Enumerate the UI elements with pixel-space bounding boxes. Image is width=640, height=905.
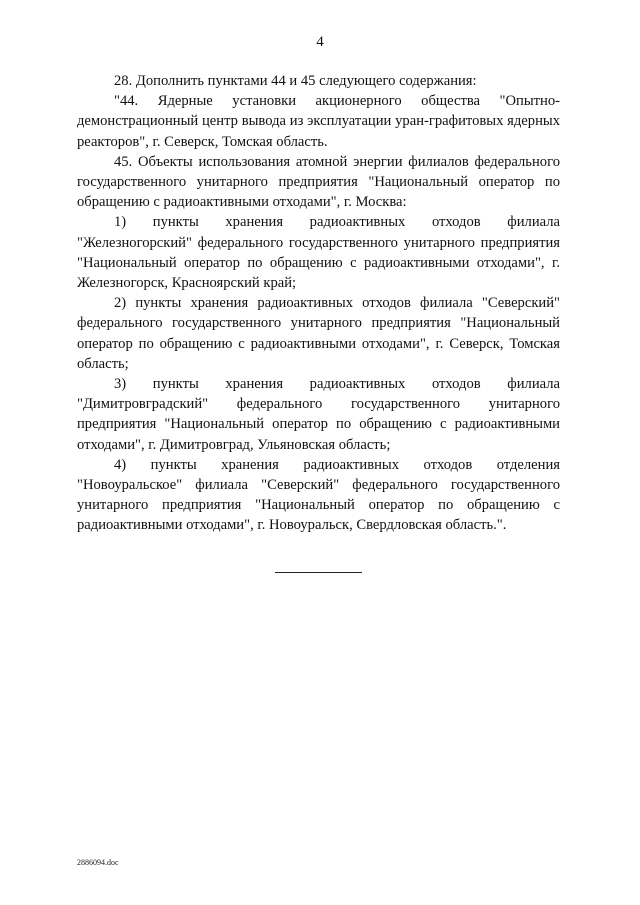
item-44-paragraph: "44. Ядерные установки акционерного общества "Опытно-демонстрационный центр вывода из эксплуатации уран-графитовых ядерных реакторов", г. Северск, Томская область.	[77, 93, 560, 150]
amendment-intro-paragraph: 28. Дополнить пунктами 44 и 45 следующего содержания:	[114, 73, 477, 89]
subitem-2-paragraph: 2) пункты хранения радиоактивных отходов филиала "Северский" федерального государственного унитарного предприятия "Национальный оператор по обращению с радиоактивными отходами", г. Северск, Томская область;	[77, 295, 560, 372]
document-body	[77, 71, 560, 536]
subitem-3-paragraph: 3) пункты хранения радиоактивных отходов филиала "Димитровградский" федерального государственного унитарного предприятия "Национальный оператор по обращению с радиоактивными отходами", г. Димитровград, Ульяновская область;	[77, 376, 560, 453]
separator-line	[275, 572, 362, 573]
footer-filename: 2886094.doc	[77, 858, 119, 867]
subitem-1-paragraph: 1) пункты хранения радиоактивных отходов филиала "Железногорский" федерального государственного унитарного предприятия "Национальный оператор по обращению с радиоактивными отходами", г. Железногорск, Красноярский край;	[77, 214, 560, 292]
page-number: 4	[316, 34, 324, 50]
item-45-paragraph: 45. Объекты использования атомной энергии филиалов федерального государственного унитарного предприятия "Национальный оператор по обращению с радиоактивными отходами", г. Москва:	[77, 153, 560, 211]
subitem-4-paragraph: 4) пункты хранения радиоактивных отходов отделения "Новоуральское" филиала "Северский" федерального государственного унитарного предприятия "Национальный оператор по обращению с радиоактивными отходами", г. Новоуральск, Свердловская область.".	[77, 456, 560, 534]
